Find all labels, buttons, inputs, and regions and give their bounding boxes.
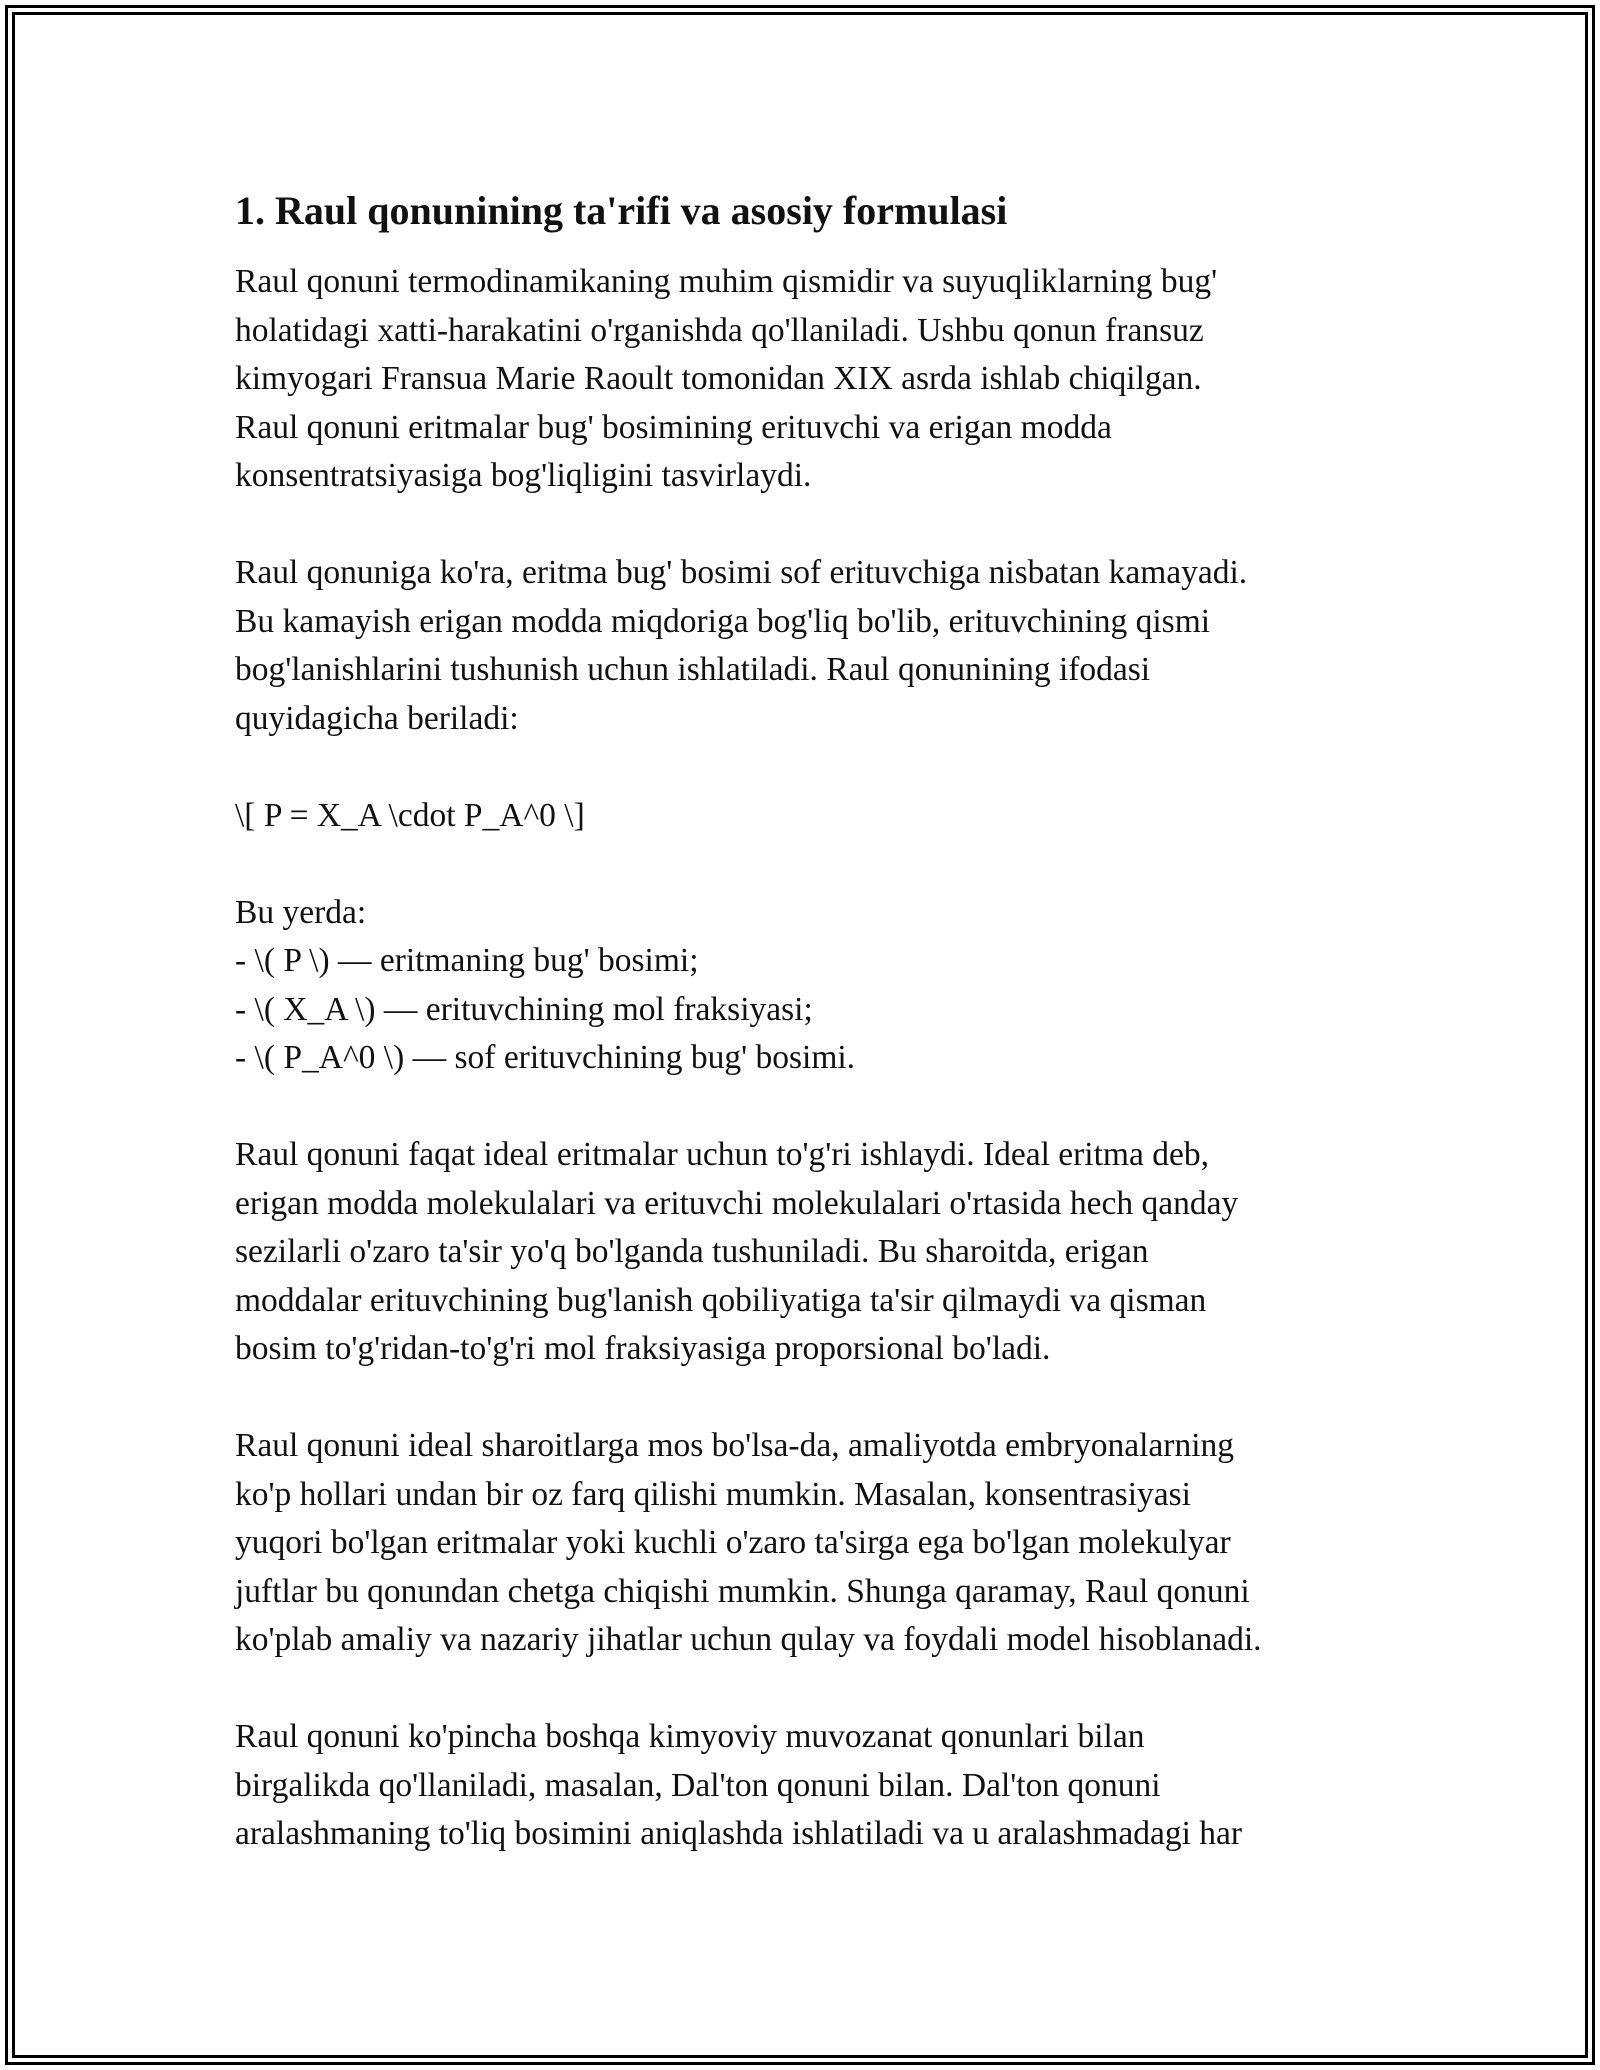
definition-item: - \( X_A \) — erituvchining mol fraksiyasi; <box>235 990 813 1028</box>
where-label: Bu yerda: <box>235 893 367 931</box>
paragraph-spacer <box>235 501 1365 550</box>
paragraph-spacer <box>235 743 1365 792</box>
paragraph-dalton: Raul qonuni ko'pincha boshqa kimyoviy muvozanat qonunlari bilan birgalikda qo'llaniladi, masalan, Dal'ton qonuni bilan. Dal'ton qonuni aralashmaning to'liq bosimini aniqlashda ishlatiladi va u aralashmadagi har <box>235 1718 1243 1852</box>
definition-item: - \( P_A^0 \) — sof erituvchining bug' bosimi. <box>235 1039 856 1076</box>
paragraph-spacer <box>235 1665 1365 1714</box>
paragraph-pressure-decrease: Raul qonuniga ko'ra, eritma bug' bosimi sof erituvchiga nisbatan kamayadi. Bu kamayish erigan modda miqdoriga bog'liq bo'lib, erituvchining qismi bog'lanishlarini tushunish uchun ishlatiladi. Raul qonunining ifodasi quyidagicha beriladi: <box>235 554 1248 737</box>
document-body <box>235 186 1365 1859</box>
paragraph-spacer <box>235 1083 1365 1132</box>
formula-line: \[ P = X_A \cdot P_A^0 \] <box>235 796 585 834</box>
section-heading: 1. Raul qonunining ta'rifi va asosiy formulasi <box>235 188 1008 233</box>
paragraph-spacer <box>235 1374 1365 1423</box>
paragraph-spacer <box>235 840 1365 889</box>
paragraph-intro: Raul qonuni termodinamikaning muhim qismidir va suyuqliklarning bug' holatidagi xatti-harakatini o'rganishda qo'llaniladi. Ushbu qonun fransuz kimyogari Fransua Marie Raoult tomonidan XIX asrda ishlab chiqilgan. Raul qonuni eritmalar bug' bosimining erituvchi va erigan modda konsentratsiyasiga bog'liqligini tasvirlaydi. <box>235 263 1218 494</box>
paragraph-ideal-solutions: Raul qonuni faqat ideal eritmalar uchun to'g'ri ishlaydi. Ideal eritma deb, erigan modda molekulalari va erituvchi molekulalari o'rtasida hech qanday sezilarli o'zaro ta'sir yo'q bo'lganda tushuniladi. Bu sharoitda, erigan moddalar erituvchining bug'lanish qobiliyatiga ta'sir qilmaydi va qisman bosim to'g'ridan-to'g'ri mol fraksiyasiga proporsional bo'ladi. <box>235 1136 1239 1367</box>
definition-item: - \( P \) — eritmaning bug' bosimi; <box>235 942 699 979</box>
paragraph-deviations: Raul qonuni ideal sharoitlarga mos bo'lsa-da, amaliyotda embryonalarning ko'p hollari undan bir oz farq qilishi mumkin. Masalan, konsentrasiyasi yuqori bo'lgan eritmalar yoki kuchli o'zaro ta'sirga ega bo'lgan molekulyar juftlar bu qonundan chetga chiqishi mumkin. Shunga qaramay, Raul qonuni ko'plab amaliy va nazariy jihatlar uchun qulay va foydali model hisoblanadi. <box>235 1427 1262 1658</box>
